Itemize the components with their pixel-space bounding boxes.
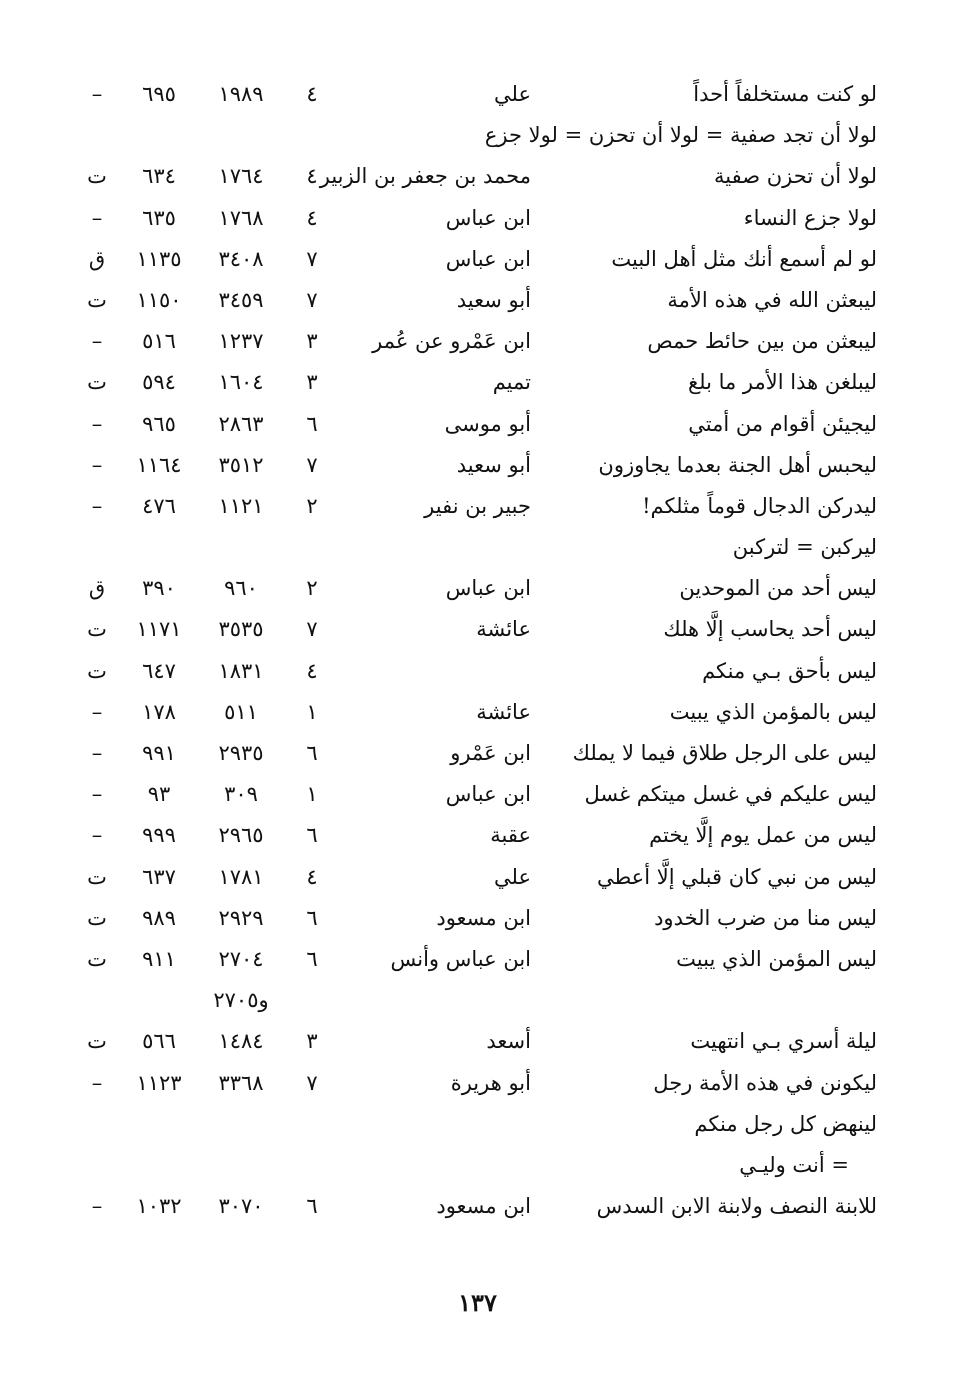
index-row — [0, 1063, 955, 1104]
hadith-number: ٢٧٠٤ — [218, 946, 264, 971]
volume-number: ٤ — [306, 164, 318, 189]
hadith-text: ليس منا من ضرب الخدود — [654, 905, 877, 930]
hadith-number: ١٩٨٩ — [218, 82, 264, 106]
hadith-text: ليس من عمل يوم إلَّا يختم — [649, 823, 877, 848]
hadith-number: ١٤٨٤ — [218, 1029, 264, 1054]
index-row — [0, 527, 955, 568]
hadith-text: ليس عليكم في غسل ميتكم غسل — [584, 782, 877, 807]
hadith-number: ٣٠٩ — [224, 782, 258, 807]
index-row — [0, 939, 955, 980]
narrator: عائشة — [476, 699, 531, 724]
hadith-number: ١٢٣٧ — [218, 329, 264, 354]
hadith-text: ليجيئن أقوام من أمتي — [688, 411, 877, 436]
page-ref: ٥٩٤ — [142, 370, 176, 395]
hadith-text: ليبعثن من بين حائط حمص — [647, 329, 877, 354]
volume-number: ٧ — [306, 452, 318, 477]
source-mark: ت — [87, 1029, 107, 1054]
page-ref: ٥١٦ — [142, 329, 176, 354]
hadith-number-continuation: و٢٧٠٥ — [213, 988, 269, 1013]
volume-number: ٧ — [306, 246, 318, 271]
hadith-number: ١٨٣١ — [218, 658, 264, 683]
index-row — [0, 733, 955, 774]
volume-number: ٤ — [306, 205, 318, 230]
page-ref: ٦٣٤ — [142, 164, 176, 189]
narrator: ابن عباس — [445, 782, 531, 807]
narrator: أبو هريرة — [450, 1070, 531, 1095]
index-row — [0, 74, 955, 115]
hadith-number: ٣٥٣٥ — [218, 617, 264, 642]
hadith-number: ٢٨٦٣ — [218, 411, 264, 436]
narrator: ابن عباس — [445, 576, 531, 601]
narrator: ابن عباس — [445, 205, 531, 230]
narrator: ابن عَمْرو — [450, 741, 531, 765]
source-mark: – — [91, 411, 103, 436]
volume-number: ٦ — [306, 905, 318, 930]
source-mark: – — [91, 823, 103, 848]
volume-number: ٦ — [306, 741, 318, 765]
page-ref: ٩٣ — [147, 782, 171, 807]
hadith-text: ليس أحد يحاسب إلَّا هلك — [663, 617, 877, 642]
index-row — [0, 815, 955, 856]
volume-number: ٧ — [306, 287, 318, 312]
hadith-number: ٣٤٠٨ — [218, 246, 264, 271]
source-mark: – — [91, 1194, 103, 1219]
narrator: عقبة — [490, 823, 531, 848]
index-row — [0, 898, 955, 939]
source-mark: – — [91, 741, 103, 765]
index-row — [0, 1145, 955, 1186]
hadith-text: ليس أحد من الموحدين — [679, 576, 877, 601]
source-mark: ت — [87, 864, 107, 889]
hadith-text: للابنة النصف ولابنة الابن السدس — [596, 1194, 877, 1219]
hadith-text: ليلة أسري بـي انتهيت — [690, 1029, 877, 1054]
source-mark: – — [91, 1070, 103, 1095]
narrator: ابن عباس وأنس — [390, 946, 531, 971]
narrator: أبو موسى — [444, 411, 531, 436]
cross-reference-text: ليركبن = لتركبن — [732, 535, 877, 560]
page-ref: ٩٨٩ — [142, 905, 176, 930]
volume-number: ٣ — [306, 370, 318, 395]
narrator: تميم — [492, 370, 531, 395]
page-ref: ١٠٣٢ — [136, 1194, 182, 1219]
hadith-text: لو كنت مستخلفاً أحداً — [693, 82, 877, 106]
volume-number: ٣ — [306, 1029, 318, 1054]
source-mark: – — [91, 782, 103, 807]
narrator: أبو سعيد — [456, 287, 531, 312]
page-ref: ٦٤٧ — [142, 658, 176, 683]
source-mark: – — [91, 329, 103, 354]
hadith-number: ٢٩٣٥ — [218, 741, 264, 765]
source-mark: – — [91, 493, 103, 518]
index-row — [0, 857, 955, 898]
narrator: ابن عباس — [445, 246, 531, 271]
narrator: أسعد — [486, 1029, 531, 1054]
hadith-number: ٣٣٦٨ — [218, 1070, 264, 1095]
page-ref: ٩٩١ — [142, 741, 176, 765]
cross-reference-text: = أنت وليـي — [739, 1152, 849, 1177]
hadith-number: ٢٩٢٩ — [218, 905, 264, 930]
hadith-text: ليس على الرجل طلاق فيما لا يملك — [572, 741, 877, 765]
page-number: ١٣٧ — [458, 1288, 497, 1317]
source-mark: ت — [87, 370, 107, 395]
hadith-number: ٣٤٥٩ — [218, 287, 264, 312]
page-ref: ٩٦٥ — [142, 411, 176, 436]
hadith-text: ليس المؤمن الذي يبيت — [676, 946, 877, 971]
hadith-text: ليس بأحق بـي منكم — [702, 658, 877, 683]
hadith-text: ليس من نبي كان قبلي إلَّا أعطي — [596, 864, 877, 889]
hadith-number: ١٧٦٤ — [218, 164, 264, 189]
page-ref: ١١٧١ — [136, 617, 182, 642]
hadith-text: ليحبس أهل الجنة بعدما يجاوزون — [598, 452, 877, 477]
hadith-number: ٢٩٦٥ — [218, 823, 264, 848]
page-ref: ١١٥٠ — [136, 287, 182, 312]
narrator: علي — [494, 864, 531, 889]
volume-number: ٦ — [306, 823, 318, 848]
volume-number: ٤ — [306, 82, 318, 106]
index-row — [0, 1021, 955, 1062]
cross-reference-text: لولا أن تجد صفية = لولا أن تحزن = لولا جزع — [484, 123, 877, 148]
page-ref: ٩٩٩ — [142, 823, 176, 848]
narrator: ابن مسعود — [436, 905, 531, 930]
index-row — [0, 1186, 955, 1227]
index-row — [0, 445, 955, 486]
narrator: ابن مسعود — [436, 1194, 531, 1219]
volume-number: ٦ — [306, 1194, 318, 1219]
narrator: محمد بن جعفر بن الزبير — [319, 164, 531, 189]
source-mark: ت — [87, 946, 107, 971]
index-row — [0, 651, 955, 692]
volume-number: ١ — [306, 782, 318, 807]
hadith-number: ٣٠٧٠ — [218, 1194, 264, 1219]
source-mark: – — [91, 699, 103, 724]
page-ref: ١١٣٥ — [136, 246, 182, 271]
page-ref: ٦٩٥ — [142, 82, 176, 106]
source-mark: ت — [87, 658, 107, 683]
source-mark: ق — [88, 576, 106, 601]
page-ref: ١١٢٣ — [136, 1070, 182, 1095]
narrator: ابن عَمْرو عن عُمر — [372, 329, 531, 354]
hadith-text: لو لم أسمع أنك مثل أهل البيت — [611, 246, 877, 271]
page-ref: ٤٧٦ — [142, 493, 176, 518]
hadith-number: ١١٢١ — [218, 493, 264, 518]
source-mark: – — [91, 452, 103, 477]
volume-number: ١ — [306, 699, 318, 724]
hadith-number: ١٦٠٤ — [218, 370, 264, 395]
page-ref: ١٧٨ — [142, 699, 176, 724]
index-row — [0, 362, 955, 403]
index-row — [0, 980, 955, 1021]
hadith-number: ٥١١ — [224, 699, 258, 724]
hadith-text: ليس بالمؤمن الذي يبيت — [669, 699, 877, 724]
page-ref: ١١٦٤ — [136, 452, 182, 477]
volume-number: ٦ — [306, 411, 318, 436]
index-row — [0, 1104, 955, 1145]
hadith-number: ٩٦٠ — [224, 576, 258, 601]
source-mark: ت — [87, 164, 107, 189]
volume-number: ٤ — [306, 658, 318, 683]
index-row — [0, 568, 955, 609]
index-row — [0, 115, 955, 156]
hadith-text: لولا جزع النساء — [743, 205, 877, 230]
volume-number: ٣ — [306, 329, 318, 354]
hadith-text: ليكونن في هذه الأمة رجل — [653, 1070, 877, 1095]
index-row — [0, 404, 955, 445]
narrator: أبو سعيد — [456, 452, 531, 477]
index-row — [0, 486, 955, 527]
hadith-text: ليبعثن الله في هذه الأمة — [667, 287, 877, 312]
index-row — [0, 239, 955, 280]
index-row — [0, 609, 955, 650]
index-row — [0, 774, 955, 815]
hadith-text: ليدركن الدجال قوماً مثلكم! — [642, 493, 877, 518]
volume-number: ٧ — [306, 617, 318, 642]
volume-number: ٦ — [306, 946, 318, 971]
volume-number: ٧ — [306, 1070, 318, 1095]
narrator: عائشة — [476, 617, 531, 642]
index-row — [0, 321, 955, 362]
source-mark: ت — [87, 287, 107, 312]
index-row — [0, 198, 955, 239]
hadith-text: لولا أن تحزن صفية — [714, 164, 877, 189]
page-ref: ٦٣٥ — [142, 205, 176, 230]
source-mark: – — [91, 82, 103, 106]
volume-number: ٢ — [306, 493, 318, 518]
index-row — [0, 156, 955, 197]
hadith-text: ليبلغن هذا الأمر ما بلغ — [687, 370, 877, 395]
page-ref: ٣٩٠ — [142, 576, 176, 601]
hadith-number: ٣٥١٢ — [218, 452, 264, 477]
source-mark: ق — [88, 246, 106, 271]
hadith-index-table — [0, 74, 955, 1227]
volume-number: ٢ — [306, 576, 318, 601]
narrator: جبير بن نفير — [424, 493, 531, 518]
narrator: علي — [494, 82, 531, 106]
volume-number: ٤ — [306, 864, 318, 889]
hadith-number: ١٧٦٨ — [218, 205, 264, 230]
source-mark: ت — [87, 905, 107, 930]
index-row — [0, 692, 955, 733]
hadith-number: ١٧٨١ — [218, 864, 264, 889]
page-ref: ٩١١ — [142, 946, 176, 971]
index-row — [0, 280, 955, 321]
source-mark: – — [91, 205, 103, 230]
cross-reference-text: لينهض كل رجل منكم — [694, 1111, 877, 1136]
source-mark: ت — [87, 617, 107, 642]
page-ref: ٥٦٦ — [142, 1029, 176, 1054]
page-ref: ٦٣٧ — [142, 864, 176, 889]
